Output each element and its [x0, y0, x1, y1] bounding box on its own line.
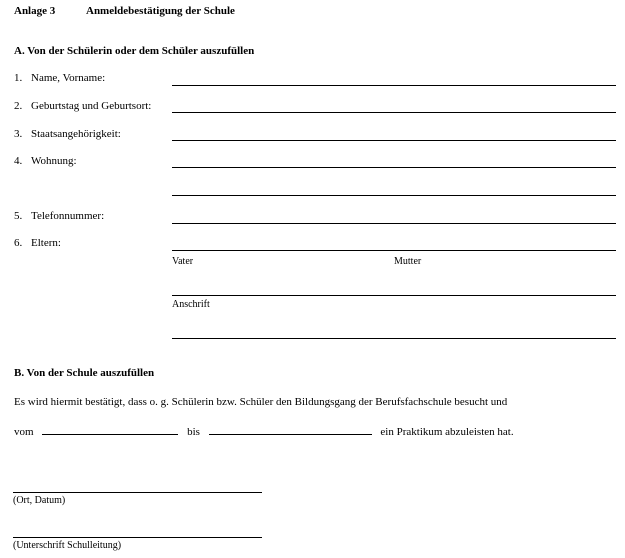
annex-label: Anlage 3 — [14, 5, 56, 17]
field-number-2: 2. — [14, 100, 23, 112]
field-label-parents: Eltern: — [31, 237, 61, 249]
address-input-line-2[interactable] — [172, 195, 616, 196]
school-head-signature-label: (Unterschrift Schulleitung) — [13, 540, 122, 551]
parents-address-input-line[interactable] — [172, 338, 616, 339]
field-label-address: Wohnung: — [31, 155, 77, 167]
field-label-phone: Telefonnummer: — [31, 210, 105, 222]
field-number-4: 4. — [14, 155, 23, 167]
period-row — [14, 423, 514, 438]
field-label-name: Name, Vorname: — [31, 72, 106, 84]
to-date-field[interactable] — [209, 423, 372, 435]
field-number-3: 3. — [14, 128, 23, 140]
to-label: bis — [187, 426, 200, 438]
address-input-line-1[interactable] — [172, 167, 616, 168]
section-b-heading: B. Von der Schule auszufüllen — [14, 367, 155, 379]
birth-input-line[interactable] — [172, 112, 616, 113]
father-label: Vater — [172, 256, 194, 267]
parents-input-line[interactable] — [172, 250, 616, 251]
page-title: Anmeldebestätigung der Schule — [86, 5, 235, 17]
from-label: vom — [14, 426, 34, 438]
field-number-5: 5. — [14, 210, 23, 222]
mother-label: Mutter — [394, 256, 422, 267]
parents-address-label: Anschrift — [172, 299, 210, 310]
name-input-line[interactable] — [172, 85, 616, 86]
from-date-field[interactable] — [42, 423, 178, 435]
school-head-signature-line[interactable] — [13, 537, 262, 538]
section-a-heading: A. Von der Schülerin oder dem Schüler auszufüllen — [14, 45, 255, 57]
field-number-6: 6. — [14, 237, 23, 249]
place-date-signature-line[interactable] — [13, 492, 262, 493]
place-date-label: (Ort, Datum) — [13, 495, 66, 506]
field-label-birth: Geburtstag und Geburtsort: — [31, 100, 152, 112]
internship-suffix: ein Praktikum abzuleisten hat. — [380, 426, 514, 438]
confirmation-statement: Es wird hiermit bestätigt, dass o. g. Schülerin bzw. Schüler den Bildungsgang der Berufsfachschule besucht und — [14, 396, 508, 408]
parents-address-line[interactable] — [172, 295, 616, 296]
phone-input-line[interactable] — [172, 223, 616, 224]
field-label-nationality: Staatsangehörigkeit: — [31, 128, 121, 140]
nationality-input-line[interactable] — [172, 140, 616, 141]
field-number-1: 1. — [14, 72, 23, 84]
